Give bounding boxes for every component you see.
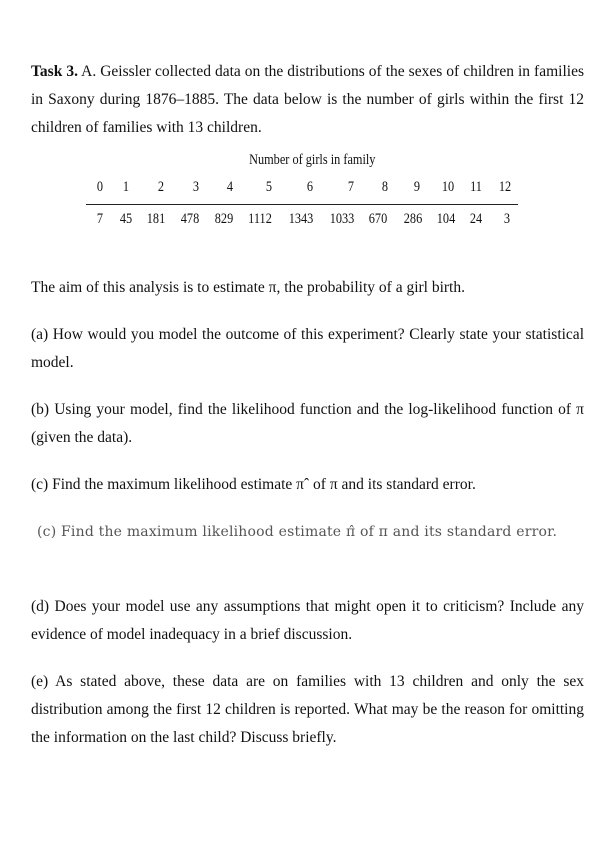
question-c-rendered: (c) Find the maximum likelihood estimate π̂ of π and its standard error. — [37, 524, 558, 540]
task-intro-paragraph — [31, 58, 584, 142]
table-value-cell: 3 — [503, 211, 511, 227]
table-header-row — [31, 179, 584, 199]
table-header-cell: 5 — [265, 179, 273, 195]
table-value-cell: 670 — [368, 211, 388, 227]
task-label: Task 3. — [31, 63, 78, 80]
table-value-cell: 286 — [403, 211, 423, 227]
table-value-cell: 45 — [119, 211, 133, 227]
table-value-cell: 829 — [214, 211, 234, 227]
table-value-cell: 104 — [436, 211, 456, 227]
question-b: (b) Using your model, find the likelihood function and the log-likelihood function of π (given the data). — [31, 401, 584, 446]
question-c: (c) Find the maximum likelihood estimate πˆ of π and its standard error. — [31, 476, 476, 493]
table-divider — [86, 204, 518, 205]
table-value-row — [31, 211, 584, 231]
question-a: (a) How would you model the outcome of this experiment? Clearly state your statistical model. — [31, 326, 584, 371]
table-header-cell: 10 — [441, 179, 455, 195]
table-header-cell: 6 — [306, 179, 314, 195]
table-header-cell: 1 — [122, 179, 130, 195]
table-header-cell: 4 — [226, 179, 234, 195]
question-e: (e) As stated above, these data are on families with 13 children and only the sex distribution among the first 12 children is reported. What may be the reason for omitting the information on the last child? Discuss briefly. — [31, 673, 584, 746]
table-value-cell: 1033 — [329, 211, 355, 227]
table-header-cell: 11 — [470, 179, 482, 195]
table-value-cell: 478 — [180, 211, 200, 227]
table-header-cell: 2 — [157, 179, 165, 195]
question-d: (d) Does your model use any assumptions that might open it to criticism? Include any evidence of model inadequacy in a brief discussion. — [31, 598, 584, 643]
table-value-cell: 181 — [146, 211, 166, 227]
table-value-cell: 7 — [96, 211, 104, 227]
table-header-cell: 7 — [347, 179, 355, 195]
document-page — [31, 58, 584, 752]
aim-paragraph: The aim of this analysis is to estimate π, the probability of a girl birth. — [31, 279, 465, 296]
table-value-cell: 1112 — [248, 211, 272, 227]
table-header-cell: 8 — [381, 179, 389, 195]
table-header-cell: 3 — [192, 179, 200, 195]
table-value-cell: 24 — [469, 211, 483, 227]
table-caption: Number of girls in family — [249, 152, 376, 168]
table-header-cell: 12 — [498, 179, 512, 195]
table-value-cell: 1343 — [288, 211, 314, 227]
table-header-cell: 0 — [96, 179, 104, 195]
girls-count-table — [31, 148, 584, 244]
task-intro-text: A. Geissler collected data on the distributions of the sexes of children in families in Saxony during 1876–1885. The data below is the number of girls within the first 12 children of families with 13 children. — [31, 63, 584, 136]
table-header-cell: 9 — [413, 179, 421, 195]
